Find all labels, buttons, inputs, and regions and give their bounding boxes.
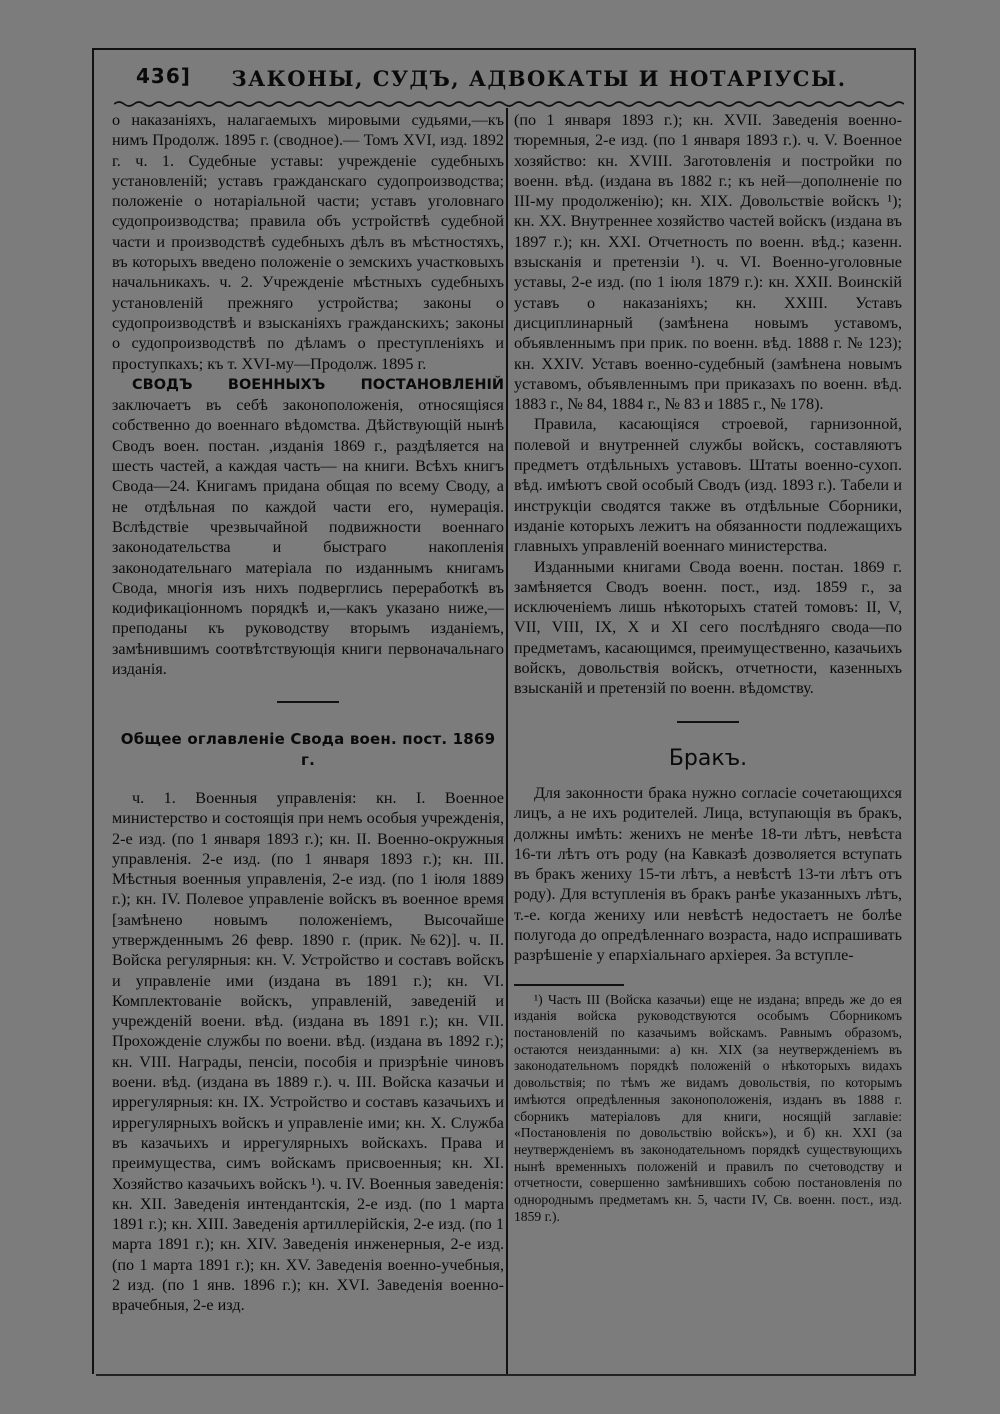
- section-title-marriage: Бракъ.: [668, 745, 748, 771]
- bottom-rule: [96, 1374, 916, 1376]
- section-rule: [277, 701, 339, 703]
- paragraph-regulations: Правила, касающіяся строевой, гарнизонной, полевой и внутренней службы войскъ, составляютъ предметъ отдѣльныхъ уставовъ. Штаты военно-сухоп. вѣд. имѣютъ свой особый Сводъ (изд. 1893 г.). Табели и инструкціи сводятся также въ отдѣльные Сборники, изданіе которыхъ лежитъ на обязанности подлежащихъ главныхъ управленій военнаго министерства.: [514, 415, 902, 556]
- contents-subheading: Общее оглавленіе Свода воен. пост. 1869 г.: [120, 730, 496, 769]
- paragraph-replacement: Изданными книгами Свода военн. постан. 1869 г. замѣняется Сводъ военн. пост., изд. 1859 г., за исключеніемъ лишь нѣкоторыхъ статей томовъ: II, V, VII, VIII, IX, X и XI сего послѣдняго свода—по предметамъ, касающимся, преимущественно, казачьихъ войскъ, довольствія войскъ, отчетности, казенныхъ взысканій и претензій по военн. вѣдомству.: [514, 557, 902, 698]
- footnote-rule: [514, 984, 624, 986]
- paragraph-court-statutes: о наказаніяхъ, налагаемыхъ мировыми судьями,—къ нимъ Продолж. 1895 г. (сводное).— Томъ XVI, изд. 1892 г. ч. 1. Судебные уставы: учрежденіе судебныхъ установленій; уставъ гражданскаго судопроизводства; положеніе о нотаріальной части; уставъ уголовнаго судопроизводства; правила объ устройствѣ судебной части и производствѣ судебныхъ дѣлъ въ мѣстностяхъ, въ которыхъ введено положеніе о земскихъ участковыхъ начальникахъ. ч. 2. Учрежденіе мѣстныхъ судебныхъ установленій прежняго устройства; законы о судопроизводствѣ и взысканіяхъ гражданскихъ; законы о судопроизводствѣ по дѣламъ о преступленіяхъ и проступкахъ; къ т. XVI-му—Продолж. 1895 г.: [112, 111, 504, 373]
- left-column: [112, 110, 504, 1316]
- paragraph-lead-heading: СВОДЪ ВОЕННЫХЪ ПОСТАНОВЛЕНІЙ: [132, 376, 504, 393]
- running-title: ЗАКОНЫ, СУДЪ, АДВОКАТЫ И НОТАРІУСЫ.: [231, 66, 847, 91]
- paragraph-contents-continued: (по 1 января 1893 г.); кн. XVII. Заведенія военно-тюремныя, 2-е изд. (по 1 января 1893 г.). ч. V. Военное хозяйство: кн. XVIII. Заготовленія и постройки по военн. вѣд. (издана въ 1882 г.; къ ней—дополненіе по III-му продолженію); кн. XIX. Довольствіе войскъ ¹); кн. XX. Внутреннее хозяйство частей войскъ (издана въ 1897 г.); кн. XXI. Отчетность по военн. вѣд.; казенн. взысканія и претензіи ¹). ч. VI. Военно-уголовные уставы, 2-е изд. (по 1 іюля 1879 г.): кн. XXII. Воинскій уставъ о наказаніяхъ; кн. XXIII. Уставъ дисциплинарный (замѣнена новымъ уставомъ, объявленнымъ при прик. по военн. вѣд. 1888 г. № 123); кн. XXIV. Уставъ военно-судебный (замѣнена новымъ уставомъ, объявленнымъ при приказахъ по военн. вѣд. 1883 г., № 84, 1884 г., № 83 и 1885 г., № 178).: [514, 111, 902, 414]
- footnote: ¹) Часть III (Войска казачьи) еще не издана; впредь же до ея изданія войска руководствуются особымъ Сборникомъ постановленій по казачьимъ войскамъ. Равнымъ образомъ, остаются неизданными: а) кн. XIX (за неутвержденіемъ въ законодательномъ порядкѣ положеній о нѣкоторыхъ видахъ довольствія; по тѣмъ же видамъ довольствія, по которымъ имѣются опредѣленныя законоположенія, изданъ въ 1888 г. сборникъ матеріаловъ для книги, носящій заглавіе: «Постановленія по довольствію войскъ»), и б) кн. XXI (за неутвержденіемъ въ законодательномъ порядкѣ существующихъ нынѣ временныхъ положеній и правилъ по счетоводству и отчетности, совершенно замѣнившихъ собою постановленія по однороднымъ предметамъ кн. 5, части IV, Св. военн. пост., изд. 1859 г.).: [514, 991, 902, 1224]
- wavy-rule-divider: [114, 99, 904, 109]
- page-frame: [92, 48, 916, 1374]
- column-divider: [506, 108, 508, 1376]
- paragraph-contents-list: ч. 1. Военныя управленія: кн. I. Военное министерство и состоящія при немъ особыя учрежденія, 2-е изд. (по 1 января 1893 г.); кн. II. Военно-окружныя управленія. 2-е изд. (по 1 января 1893 г.); кн. III. Мѣстныя военныя управленія, 2-е изд. (по 1 іюля 1889 г.); кн. IV. Полевое управленіе войскъ въ военное время [замѣнено новымъ положеніемъ, Высочайше утвержденнымъ 26 февр. 1890 г. (прик. №62)]. ч. II. Войска регулярныя: кн. V. Устройство и составъ войскъ и управленіе ими (издана въ 1891 г.); кн. VI. Комплектованіе войскъ, управленій, заведеній и учрежденій воени. вѣд. (издана въ 1891 г.); кн. VII. Прохожденіе службы по воени. вѣд. (издана въ 1892 г.); кн. VIII. Награды, пенсіи, пособія и призрѣніе чиновъ воени. вѣд. (издана въ 1889 г.). ч. III. Войска казачьи и иррегулярныя: кн. IX. Устройство и составъ казачьихъ и иррегулярныхъ войскъ и управленіе ими; кн. X. Служба въ казачьихъ и иррегулярныхъ войскахъ. Права и преимущества, симъ войскамъ присвоенныя; кн. XI. Хозяйство казачьихъ войскъ ¹). ч. IV. Военныя заведенія: кн. XII. Заведенія интендантскія, 2-е изд. (по 1 марта 1891 г.); кн. XIII. Заведенія артиллерійскія, 2-е изд. (по 1 марта 1891 г.); кн. XIV. Заведенія инженерныя, 2-е изд. (по 1 марта 1891 г.); кн. XV. Заведенія военно-учебныя, 2 изд. (по 1 янв. 1896 г.); кн. XVI. Заведенія военно-врачебныя, 2-е изд.: [112, 788, 504, 1315]
- section-rule: [677, 721, 739, 723]
- page-number: 436]: [136, 64, 191, 88]
- paragraph-military-code: [112, 374, 504, 679]
- paragraph-military-code-text: заключаетъ въ себѣ законоположенія, относящіяся собственно до военнаго вѣдомства. Дѣйствующій нынѣ Сводъ воен. постан. ,изданія 1869 г., раздѣляется на шесть частей, а каждая часть— на книги. Всѣхъ книгъ Свода—24. Книгамъ придана общая по всему Своду, а не отдѣльная по каждой части его, нумерація. Вслѣдствіе чрезвычайной подвижности военнаго законодательства и быстраго накопленія законодательнаго матеріала по изданнымъ книгамъ Свода, многія изъ нихъ подверглись переработкѣ въ кодификаціонномъ порядкѣ и,—какъ указано ниже,—преподаны къ руководству вторымъ изданіемъ, замѣнившимъ соотвѣтствующія книги первоначальнаго изданія.: [112, 396, 504, 679]
- paragraph-marriage: Для законности брака нужно согласіе сочетающихся лицъ, а не ихъ родителей. Лица, вступающія въ бракъ, должны имѣть: женихъ не менѣе 18-ти лѣтъ, невѣста 16-ти лѣтъ отъ роду (на Кавказѣ дозволяется вступать въ бракъ жениху 15-ти лѣтъ, а невѣстѣ 13-ти лѣтъ отъ роду). Для вступленія въ бракъ ранѣе указанныхъ лѣтъ, т.-е. когда жениху или невѣстѣ недостаетъ не болѣе полугода до опредѣленнаго возраста, надо испрашивать разрѣшеніе у епархіальнаго архіерея. За вступле-: [514, 783, 902, 965]
- right-column: [514, 110, 902, 1225]
